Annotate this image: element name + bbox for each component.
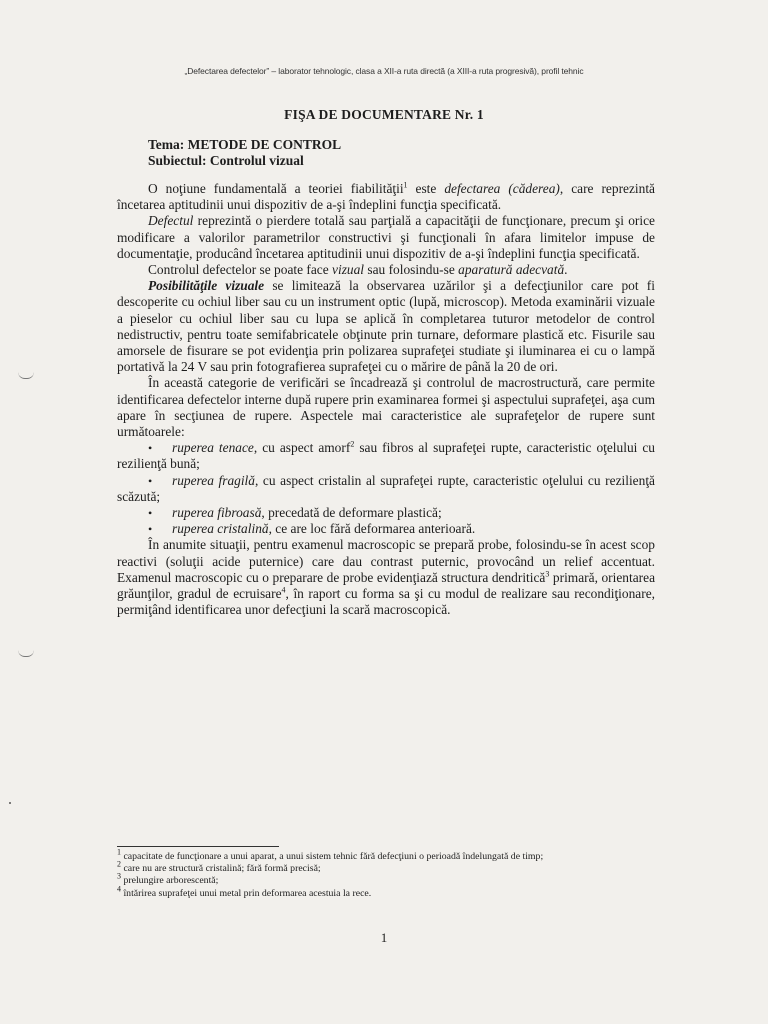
bullet-text: , ce are loc fără deformarea anterioară. bbox=[268, 521, 476, 537]
paragraph-3 bbox=[117, 262, 655, 278]
footnote-ref-1: 1 bbox=[403, 180, 408, 190]
bullet-icon: • bbox=[148, 473, 153, 488]
scan-speck bbox=[9, 802, 11, 804]
bullet-icon: • bbox=[148, 441, 153, 456]
bullet-term: ruperea cristalină bbox=[172, 521, 269, 537]
list-item bbox=[117, 505, 655, 521]
p6-text-a: În anumite situaţii, pentru examenul macroscopic se prepară probe, folosindu-se în acest scop reactivi (soluţii acide puternice) care dau contrast puternic, provocând un relief accentuat. Examenul macroscopic cu o preparare de probe evidenţiază structura dendritică bbox=[117, 537, 655, 585]
footnote-number: 3 bbox=[117, 872, 121, 882]
paragraph-6 bbox=[117, 537, 655, 618]
body-text bbox=[117, 181, 655, 618]
bullet-text: sau fibros al suprafeţei rupte, caracteristic oţelului cu rezilienţă bună; bbox=[117, 440, 656, 472]
bullet-text: , precedată de deformare plastică; bbox=[261, 505, 442, 521]
footnote-ref-2: 2 bbox=[350, 439, 355, 449]
page-number: 1 bbox=[380, 930, 388, 945]
footnote-number: 1 bbox=[117, 847, 121, 857]
p3-emphasis-2: aparatură adecvată bbox=[458, 262, 565, 278]
p4-text: se limitează la observarea uzărilor şi a defecţiunilor care pot fi descoperite cu ochiul liber sau cu un instrument optic (lupă, microscop). Metoda examinării vizuale a pieselor cu ochiul liber sau cu lupa se aplică în completarea tuturor metodelor de control nedistructiv, pentru toate semifabricatele obţinute prin turnare, deformare plastică etc. Fisurile sau amorsele de fisurare se pot evidenţia prin polizarea suprafeţei studiate şi iluminarea ei cu o lampă portativă la 24 V sau prin fotografierea suprafeţei cu o mărire de până la 20 de ori. bbox=[117, 278, 655, 375]
p3-text-a: Controlul defectelor se poate face bbox=[148, 262, 333, 278]
topic-tema: Tema: METODE DE CONTROL bbox=[148, 137, 342, 152]
p1-text-b: este bbox=[407, 181, 445, 196]
paragraph-5: În această categorie de verificări se încadrează şi controlul de macrostructură, care permite identificarea defectelor interne după rupere prin examinarea formei şi aspectului suprafeţei, aşa cum apare în secţiunea de rupere. Aspectele mai caracteristice ale suprafeţelor de rupere sunt următoarele: bbox=[117, 375, 655, 440]
paragraph-4 bbox=[117, 278, 655, 375]
footnotes bbox=[117, 847, 677, 900]
p3-text-c: . bbox=[564, 262, 568, 278]
list-item bbox=[117, 440, 655, 472]
p4-strong: Posibilităţile vizuale bbox=[148, 278, 265, 294]
p2-text: reprezintă o pierdere totală sau parţială a capacităţii de funcţionare, precum şi orice modificare a valorilor parametrilor constructivi şi funcţionali în afara limitelor impuse de documentaţie, producând încetarea aptitudinii unui dispozitiv de a-şi îndeplini funcţia specificată. bbox=[117, 213, 655, 261]
p1-text-a: O noţiune fundamentală a teoriei fiabilităţii bbox=[148, 181, 404, 196]
paragraph-2 bbox=[117, 213, 655, 262]
footnote-2 bbox=[117, 859, 677, 875]
running-header: „Defectarea defectelor” – laborator tehnologic, clasa a XII-a ruta directă (a XIII-a ruta progresivă), profil tehnic bbox=[184, 66, 584, 76]
footnote-text: care nu are structură cristalină; fără formă precisă; bbox=[121, 863, 321, 875]
footnote-1 bbox=[117, 847, 677, 863]
footnote-4 bbox=[117, 884, 677, 900]
bullet-term: ruperea tenace bbox=[172, 440, 254, 456]
list-item bbox=[117, 473, 655, 505]
footnote-ref-4: 4 bbox=[281, 585, 286, 595]
footnote-3 bbox=[117, 872, 677, 887]
topic-block bbox=[148, 137, 341, 169]
binding-hole-mark bbox=[18, 372, 34, 379]
paragraph-1 bbox=[117, 181, 655, 213]
p2-emphasis: Defectul bbox=[148, 213, 194, 229]
p3-text-b: sau folosindu-se bbox=[364, 262, 459, 278]
p6-text-b: primară, orientarea grăunţilor, gradul de ecruisare bbox=[117, 569, 656, 602]
footnote-text: capacitate de funcţionare a unui aparat, a unui sistem tehnic fără defecţiuni o perioadă îndelungată de timp; bbox=[121, 851, 544, 862]
document-title: FIŞA DE DOCUMENTARE Nr. 1 bbox=[284, 107, 484, 122]
p1-text-c: , care reprezintă încetarea aptitudinii unui dispozitiv de a-şi îndeplini funcţia specificată. bbox=[117, 181, 655, 213]
topic-subiect: Subiectul: Controlul vizual bbox=[148, 153, 304, 168]
bullet-icon: • bbox=[148, 522, 153, 537]
footnote-number: 4 bbox=[117, 884, 121, 894]
bullet-text: , cu aspect cristalin al suprafeţei rupte, caracteristic oţelului cu rezilienţă scăzută; bbox=[117, 472, 655, 504]
footnote-ref-3: 3 bbox=[545, 569, 550, 579]
bullet-icon: • bbox=[148, 506, 153, 521]
footnote-number: 2 bbox=[117, 859, 121, 869]
p1-emphasis: defectarea (căderea) bbox=[444, 181, 560, 196]
bullet-term: ruperea fragilă bbox=[172, 472, 255, 488]
p6-text-c: , în raport cu forma sa şi cu modul de realizare sau recondiţionare, permiţând identificarea unor defecţiuni la scară macroscopică. bbox=[117, 586, 655, 618]
list-item bbox=[117, 521, 655, 537]
footnote-text: întărirea suprafeţei unui metal prin deformarea acestuia la rece. bbox=[121, 887, 372, 899]
footnote-divider bbox=[117, 846, 279, 847]
bullet-term: ruperea fibroasă bbox=[172, 505, 262, 521]
bullet-text: , cu aspect amorf bbox=[253, 440, 351, 456]
p3-emphasis-1: vizual bbox=[332, 262, 365, 278]
rupture-types-list bbox=[117, 440, 655, 537]
footnote-text: prelungire arborescentă; bbox=[121, 875, 219, 887]
binding-hole-mark bbox=[18, 650, 34, 657]
